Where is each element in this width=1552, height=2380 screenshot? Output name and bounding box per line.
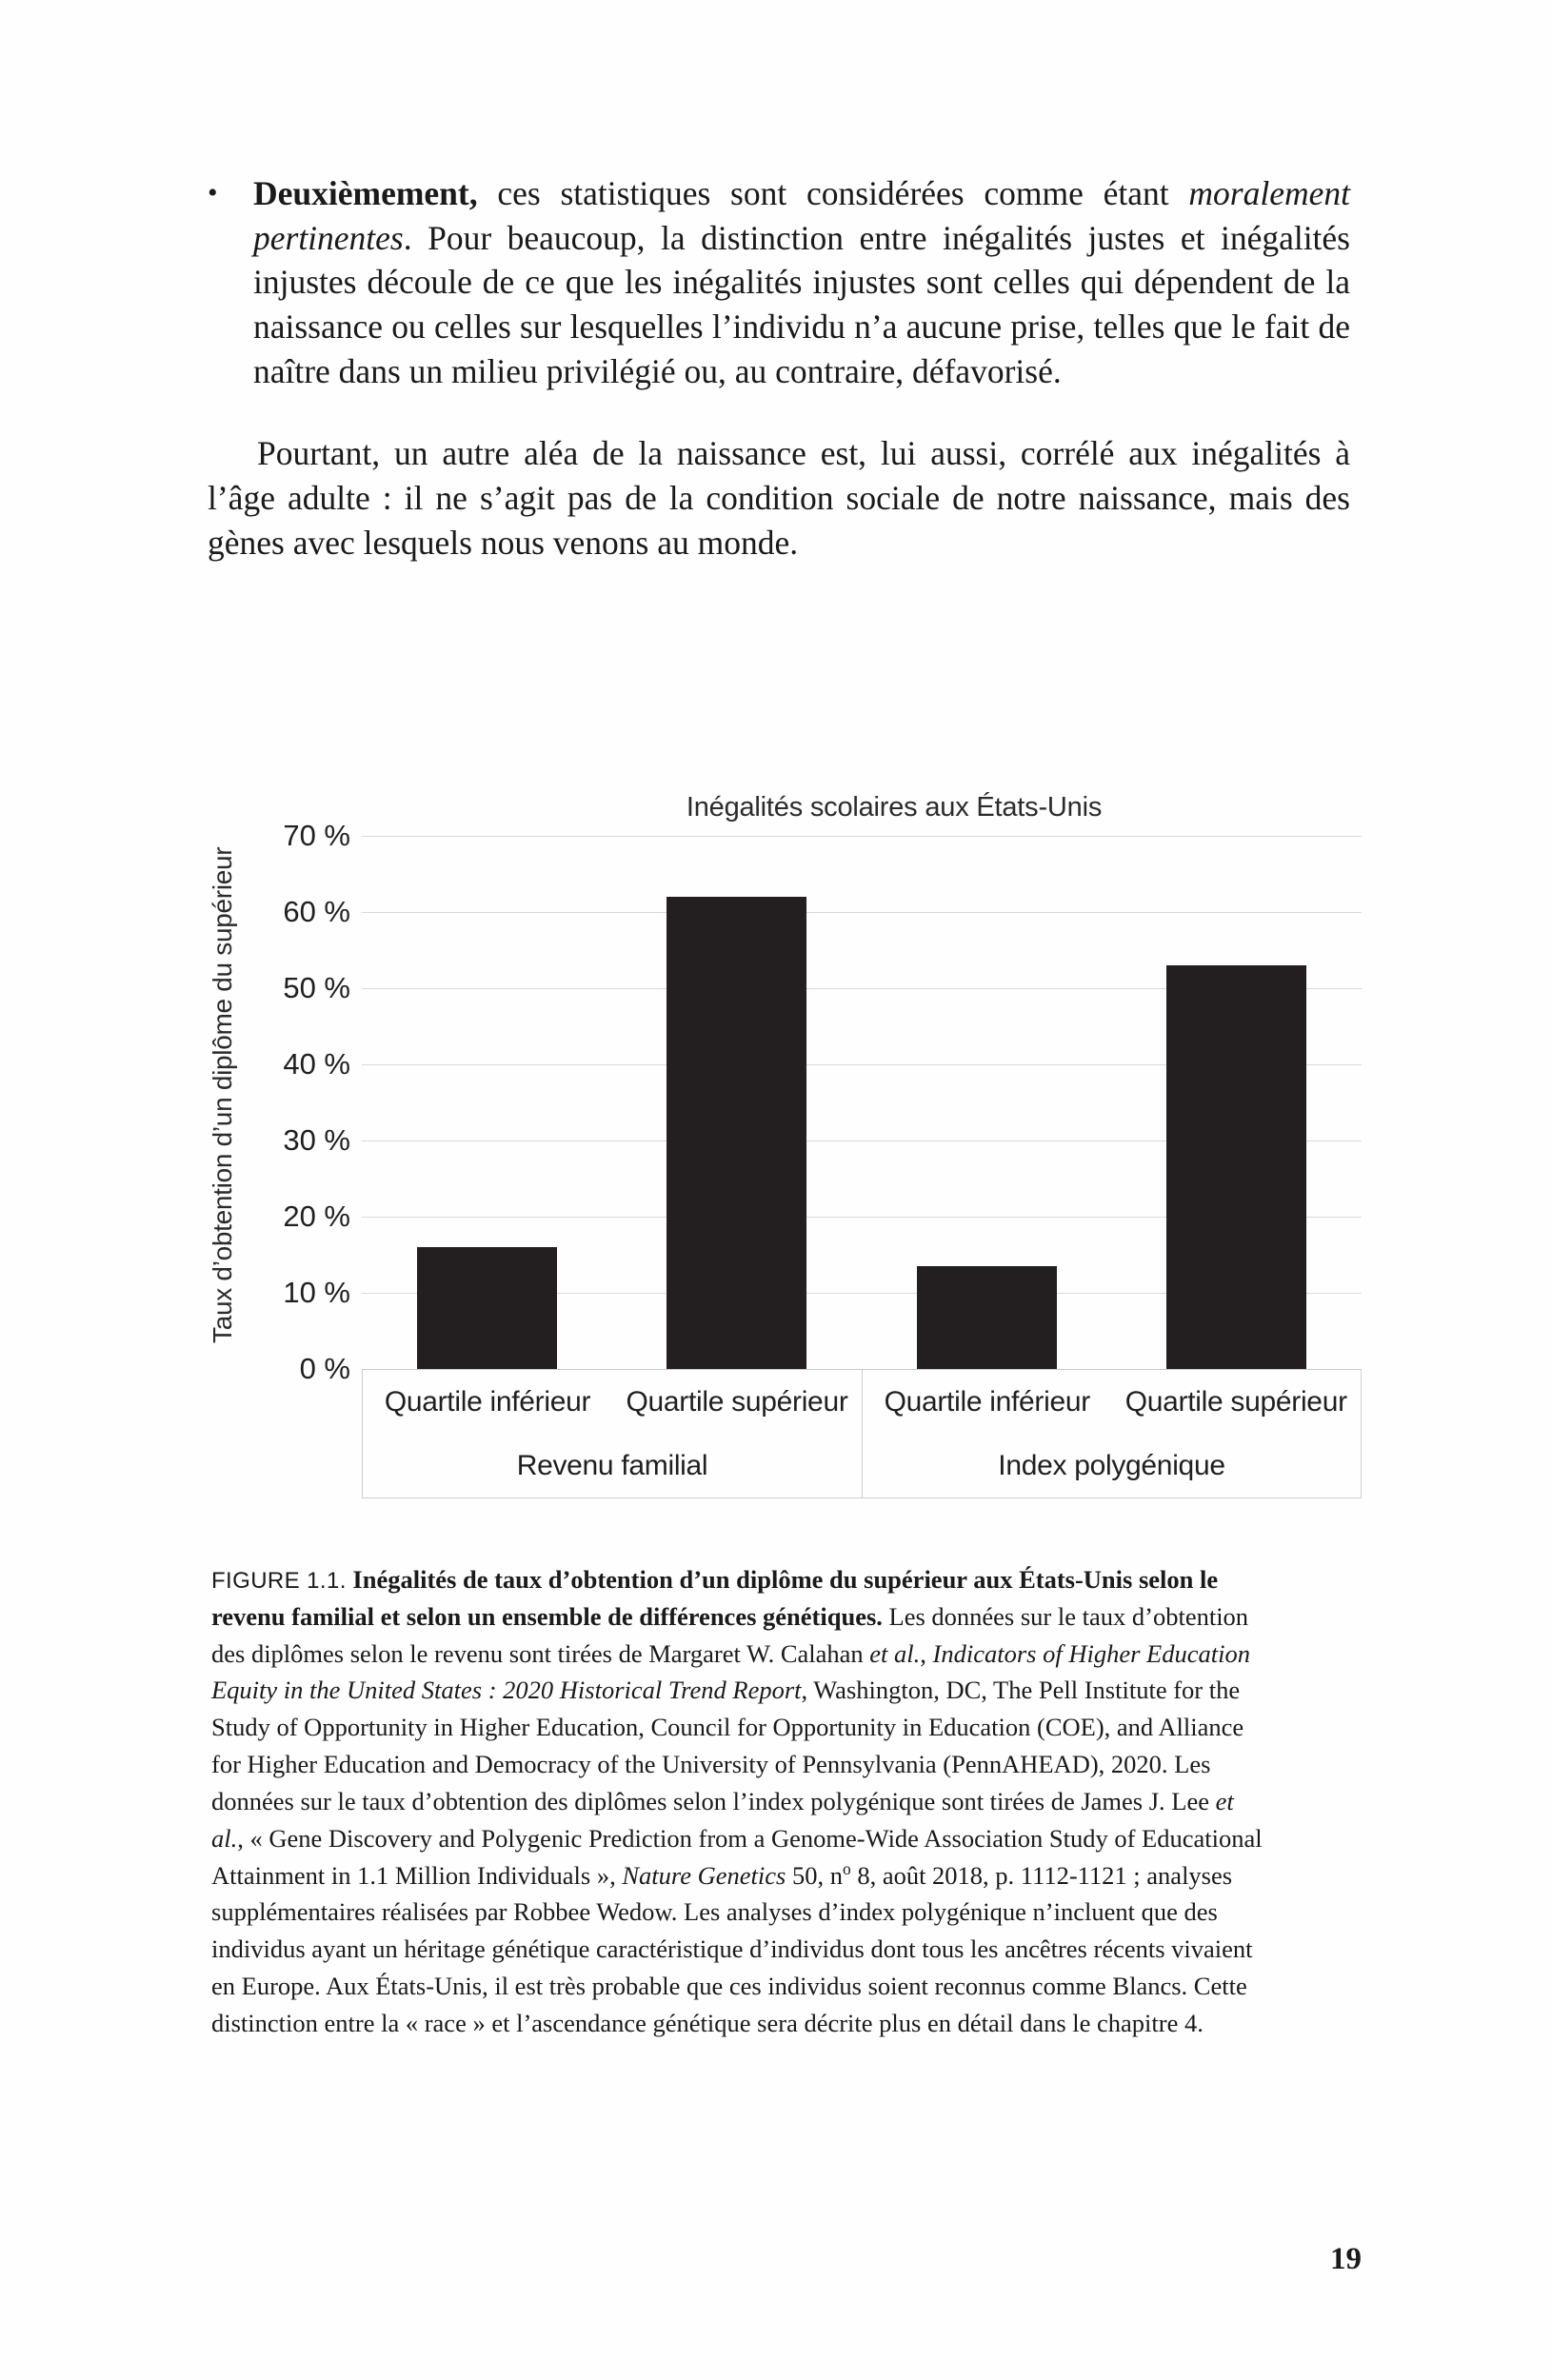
figure-caption-seg3: , Washington, DC, The Pell Institute for the Study of Opportunity in Higher Education, Council for Opportunity in Education (COE), and Alliance for Higher Education and Democracy of the University of Pennsylvania (PennAHEAD), 2020. Les données sur le taux d’obtention des diplômes selon l’index polygénique sont tirées de James J. Lee (211, 1676, 1244, 1815)
figure-caption-ital3: et al. (211, 1786, 1234, 1853)
figure-caption-bold: Inégalités de taux d’obtention d’un diplôme du supérieur aux États-Unis selon le revenu familial et selon un ensemble de différences génétiques. (211, 1565, 1219, 1631)
bullet-text-part1: ces statistiques sont considérées comme étant (477, 174, 1189, 212)
chart-plot-wrapper (242, 819, 1362, 1385)
chart-y-tick-label: 40 % (283, 1047, 350, 1081)
chart-x-group-label: Revenu familial (516, 1450, 708, 1481)
figure-caption-label: FIGURE 1.1. (211, 1568, 347, 1594)
chart-bar (417, 1247, 557, 1369)
chart-y-tick-label: 30 % (283, 1123, 350, 1157)
figure-caption-ital4: Nature Genetics (622, 1860, 786, 1890)
chart-y-tick-label: 60 % (283, 895, 350, 928)
chart-x-group (363, 1370, 862, 1497)
figure-caption-seg2: , (920, 1638, 933, 1668)
figure-caption-seg5b: 8, août 2018, p. 1112-1121 ; analyses supplémentaires réalisées par Robbee Wedow. Les analyses d’index polygénique n’incluent que des individus ayant un héritage génétique caractéristique d’individus dont tous les ancêtres récents vivaient en Europe. Aux États-Unis, il est très probable que ces individus soient reconnus comme Blancs. Cette distinction entre la « race » et l’ascendance génétique sera décrite plus en détail dans le chapitre 4. (211, 1860, 1253, 2037)
chart-y-tick-label: 20 % (283, 1200, 350, 1233)
body-paragraph: Pourtant, un autre aléa de la naissance est, lui aussi, corrélé aux inégalités à l’âge adulte : il ne s’agit pas de la condition sociale de notre naissance, mais des gènes avec lesquels nous venons au monde. (208, 434, 1350, 562)
bullet-list-item (208, 171, 1350, 393)
figure-chart (208, 781, 1362, 1542)
chart-bar (1166, 965, 1306, 1369)
figure-caption-seg4: , « Gene Discovery and Polygenic Prediction from a Genome-Wide Association Study of Educational Attainment in 1.1 Million Individuals », (211, 1823, 1263, 1890)
chart-x-category-label: Quartile supérieur (626, 1386, 848, 1418)
figure-caption-seg1: Les données sur le taux d’obtention des diplômes selon le revenu sont tirées de Margaret W. Calahan (211, 1601, 1249, 1668)
figure-caption-ital2: Indicators of Higher Education Equity in the United States : 2020 Historical Trend Report (211, 1638, 1250, 1705)
chart-x-group-label: Index polygénique (998, 1450, 1225, 1481)
chart-x-axis (362, 1369, 1362, 1498)
figure-caption-ital1: et al. (869, 1638, 921, 1668)
chart-x-group (862, 1370, 1361, 1497)
bullet-lead-bold: Deuxièmement, (253, 174, 478, 212)
chart-x-category-row (863, 1370, 1361, 1435)
figure-caption-seg5a: 50, n (786, 1860, 843, 1890)
chart-title: Inégalités scolaires aux États-Unis (686, 792, 1103, 823)
figure-caption (211, 1561, 1268, 2042)
chart-bar (667, 897, 806, 1369)
chart-x-category-label: Quartile inférieur (884, 1386, 1090, 1418)
bullet-text-italic: moralement pertinentes (253, 174, 1350, 257)
chart-y-tick-label: 0 % (299, 1352, 350, 1385)
chart-y-ticks (242, 819, 362, 1385)
chart-bar (917, 1266, 1057, 1369)
bullet-text-part2: . Pour beaucoup, la distinction entre inégalités justes et inégalités injustes découle de ce que les inégalités injustes sont celles qui dépendent de la naissance ou celles sur lesquelles l’individu n’a aucune prise, telles que le fait de naître dans un milieu privilégié ou, au contraire, défavorisé. (253, 218, 1350, 390)
chart-plot-area (362, 836, 1362, 1369)
chart-y-axis-label: Taux d’obtention d’un diplôme du supérieur (208, 846, 237, 1343)
body-content (208, 171, 1350, 599)
figure-caption-superscript: o (842, 1858, 851, 1878)
chart-x-category-label: Quartile inférieur (384, 1386, 591, 1418)
chart-y-tick-label: 70 % (283, 819, 350, 852)
chart-y-tick-label: 50 % (283, 971, 350, 1004)
chart-y-tick-label: 10 % (283, 1276, 350, 1309)
bullet-item-text (253, 171, 1350, 393)
bullet-marker-icon: • (208, 177, 218, 208)
chart-x-category-row (363, 1370, 862, 1435)
chart-bars (362, 836, 1362, 1369)
chart-x-category-label: Quartile supérieur (1124, 1386, 1347, 1418)
page-number: 19 (1330, 2242, 1362, 2276)
